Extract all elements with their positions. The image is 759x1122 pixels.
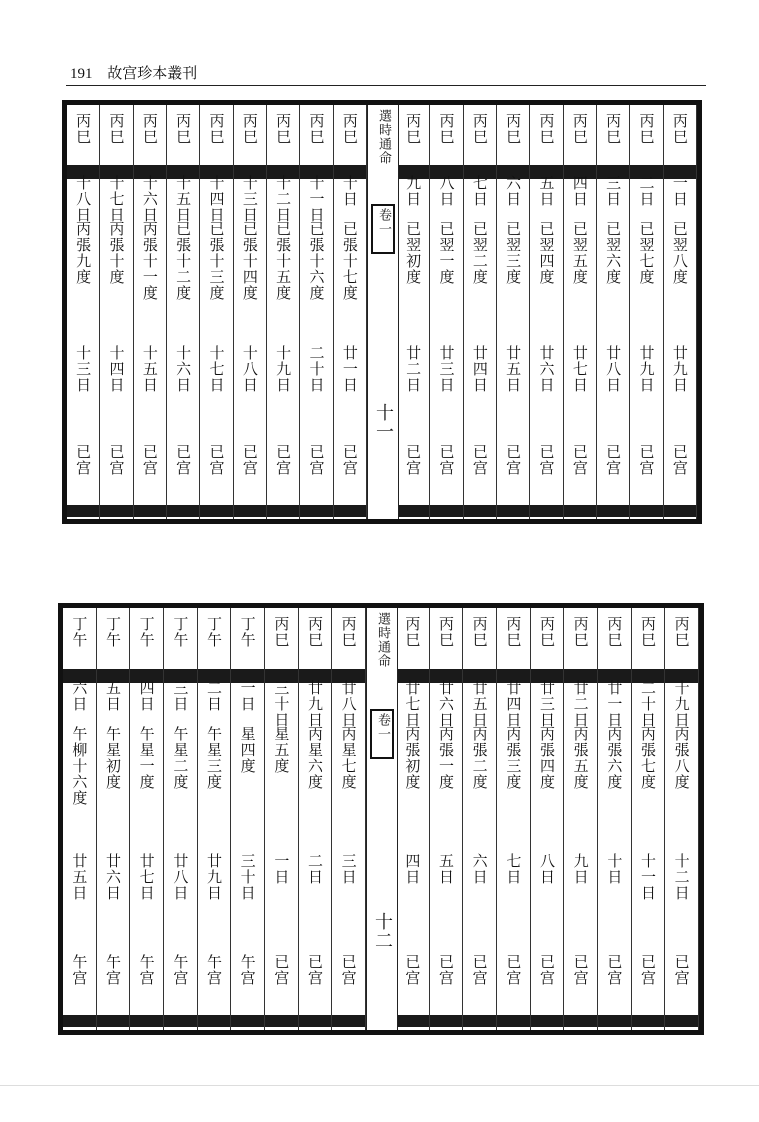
counter-day-cell: 廿七日 (570, 345, 589, 394)
day-cell: 十三日 (240, 175, 259, 224)
day-cell: 十一日 (307, 175, 326, 224)
fold-title: 選時通命 (376, 109, 391, 165)
counter-day-cell: 十二日 (672, 852, 691, 901)
day-cell: 廿六日 (436, 679, 455, 728)
center-fold (366, 608, 398, 1030)
stem-branch-cell: 丙巳 (339, 616, 358, 649)
almanac-column (564, 105, 597, 519)
stem-branch-cell: 丙巳 (207, 113, 226, 146)
almanac-column (200, 105, 233, 519)
lunar-mansion-cell: 星四度 (238, 726, 257, 775)
palace-cell: 已宫 (504, 444, 523, 477)
stem-branch-cell: 丙巳 (637, 113, 656, 146)
almanac-column (396, 608, 430, 1030)
palace-cell: 午宫 (70, 954, 89, 987)
stem-branch-cell: 丁午 (238, 616, 257, 649)
stem-branch-cell: 丙巳 (437, 113, 456, 146)
palace-cell: 已宫 (274, 444, 293, 477)
stem-branch-cell: 丙巳 (305, 616, 324, 649)
lunar-mansion-cell: 丙張一度 (436, 726, 455, 791)
almanac-column (430, 105, 463, 519)
counter-day-cell: 廿一日 (340, 345, 359, 394)
palace-cell: 已宫 (638, 954, 657, 987)
palace-cell: 午宫 (204, 954, 223, 987)
bottom-edge (0, 1085, 759, 1086)
almanac-column (63, 608, 97, 1030)
day-cell: 廿四日 (504, 679, 523, 728)
day-cell: 廿二日 (571, 679, 590, 728)
day-cell: 八日 (437, 175, 456, 208)
day-cell: 廿八日 (339, 679, 358, 728)
counter-day-cell: 廿五日 (504, 345, 523, 394)
day-cell: 十二日 (274, 175, 293, 224)
almanac-column (497, 608, 531, 1030)
lunar-mansion-cell: 丙張四度 (537, 726, 556, 791)
lunar-mansion-cell: 星五度 (272, 726, 291, 775)
day-cell: 廿一日 (605, 679, 624, 728)
palace-cell: 已宫 (436, 954, 455, 987)
stem-branch-cell: 丙巳 (537, 616, 556, 649)
counter-day-cell: 一日 (272, 852, 291, 885)
stem-branch-cell: 丙巳 (504, 113, 523, 146)
stem-branch-cell: 丙巳 (404, 113, 423, 146)
almanac-column (564, 608, 598, 1030)
volume-label: 卷一 (375, 713, 390, 742)
page-number: 191 (70, 66, 93, 82)
palace-cell: 已宫 (305, 954, 324, 987)
counter-day-cell: 三日 (339, 852, 358, 885)
counter-day-cell: 六日 (470, 852, 489, 885)
stem-branch-cell: 丙巳 (672, 616, 691, 649)
lunar-mansion-cell: 丙張二度 (470, 726, 489, 791)
palace-cell: 已宫 (340, 444, 359, 477)
palace-cell: 已宫 (470, 444, 489, 477)
day-cell: 十日 (340, 175, 359, 208)
palace-cell: 已宫 (207, 444, 226, 477)
almanac-column (234, 105, 267, 519)
day-cell: 九日 (404, 175, 423, 208)
almanac-column (630, 105, 663, 519)
day-cell: 四日 (570, 175, 589, 208)
counter-day-cell: 廿九日 (637, 345, 656, 394)
palace-cell: 已宫 (672, 954, 691, 987)
palace-cell: 已宫 (107, 444, 126, 477)
palace-cell: 已宫 (470, 954, 489, 987)
palace-cell: 已宫 (504, 954, 523, 987)
day-cell: 一日 (238, 679, 257, 712)
volume-box (370, 709, 394, 759)
almanac-column (665, 608, 699, 1030)
counter-day-cell: 七日 (504, 852, 523, 885)
lunar-mansion-cell: 午柳十六度 (70, 726, 89, 807)
day-cell: 廿三日 (537, 679, 556, 728)
lunar-mansion-cell: 已張十六度 (307, 220, 326, 301)
counter-day-cell: 二日 (305, 852, 324, 885)
counter-day-cell: 廿七日 (137, 852, 156, 901)
stem-branch-cell: 丙巳 (571, 616, 590, 649)
stem-branch-cell: 丙巳 (274, 113, 293, 146)
header-rule (66, 85, 706, 86)
almanac-column (164, 608, 198, 1030)
palace-cell: 已宫 (74, 444, 93, 477)
lunar-mansion-cell: 已翌七度 (637, 220, 656, 285)
palace-cell: 已宫 (140, 444, 159, 477)
palace-cell: 已宫 (174, 444, 193, 477)
almanac-column (167, 105, 200, 519)
volume-box (371, 204, 395, 254)
stem-branch-cell: 丙巳 (107, 113, 126, 146)
almanac-column (664, 105, 697, 519)
page-frame (63, 608, 699, 1030)
counter-day-cell: 二十日 (307, 345, 326, 394)
folio-number: 十一 (373, 403, 394, 442)
almanac-column (597, 105, 630, 519)
stem-branch-cell: 丙巳 (174, 113, 193, 146)
lunar-mansion-cell: 已張十七度 (340, 220, 359, 301)
counter-day-cell: 三十日 (238, 852, 257, 901)
day-cell: 四日 (137, 679, 156, 712)
page-frame (67, 105, 697, 519)
lunar-mansion-cell: 丙張九度 (74, 220, 93, 285)
palace-cell: 已宫 (537, 954, 556, 987)
counter-day-cell: 十七日 (207, 345, 226, 394)
palace-cell: 午宫 (137, 954, 156, 987)
stem-branch-cell: 丁午 (171, 616, 190, 649)
almanac-column (198, 608, 232, 1030)
lunar-mansion-cell: 已張十二度 (174, 220, 193, 301)
almanac-column (430, 608, 464, 1030)
lunar-mansion-cell: 午星二度 (171, 726, 190, 791)
lunar-mansion-cell: 已翌二度 (470, 220, 489, 285)
counter-day-cell: 廿八日 (171, 852, 190, 901)
scanned-page-bottom (58, 603, 704, 1035)
almanac-column (334, 105, 367, 519)
almanac-column (598, 608, 632, 1030)
day-cell: 三日 (171, 679, 190, 712)
stem-branch-cell: 丁午 (137, 616, 156, 649)
folio-number: 十二 (372, 911, 393, 950)
day-cell: 五日 (103, 679, 122, 712)
lunar-mansion-cell: 丙張初度 (403, 726, 422, 791)
lunar-mansion-cell: 丙張十一度 (140, 220, 159, 301)
stem-branch-cell: 丙巳 (74, 113, 93, 146)
counter-day-cell: 五日 (436, 852, 455, 885)
stem-branch-cell: 丙巳 (638, 616, 657, 649)
stem-branch-cell: 丙巳 (436, 616, 455, 649)
lunar-mansion-cell: 已翌四度 (537, 220, 556, 285)
day-cell: 六日 (70, 679, 89, 712)
day-cell: 十九日 (672, 679, 691, 728)
almanac-column (231, 608, 265, 1030)
day-cell: 二日 (204, 679, 223, 712)
running-header (70, 62, 197, 83)
stem-branch-cell: 丁午 (103, 616, 122, 649)
almanac-column (497, 105, 530, 519)
almanac-column (67, 105, 100, 519)
almanac-column (531, 608, 565, 1030)
palace-cell: 午宫 (103, 954, 122, 987)
palace-cell: 已宫 (403, 954, 422, 987)
counter-day-cell: 廿三日 (437, 345, 456, 394)
palace-cell: 已宫 (571, 954, 590, 987)
lunar-mansion-cell: 已翌五度 (570, 220, 589, 285)
palace-cell: 已宫 (404, 444, 423, 477)
day-cell: 廿七日 (403, 679, 422, 728)
lunar-mansion-cell: 丙張八度 (672, 726, 691, 791)
stem-branch-cell: 丙巳 (604, 113, 623, 146)
palace-cell: 已宫 (307, 444, 326, 477)
almanac-column (464, 105, 497, 519)
stem-branch-cell: 丙巳 (470, 616, 489, 649)
day-cell: 三十日 (272, 679, 291, 728)
counter-day-cell: 廿九日 (670, 345, 689, 394)
stem-branch-cell: 丙巳 (670, 113, 689, 146)
counter-day-cell: 廿二日 (404, 345, 423, 394)
counter-day-cell: 廿五日 (70, 852, 89, 901)
day-cell: 一日 (670, 175, 689, 208)
stem-branch-cell: 丙巳 (605, 616, 624, 649)
counter-day-cell: 十八日 (240, 345, 259, 394)
day-cell: 二十日 (638, 679, 657, 728)
counter-day-cell: 十三日 (74, 345, 93, 394)
stem-branch-cell: 丙巳 (504, 616, 523, 649)
lunar-mansion-cell: 已翌八度 (670, 220, 689, 285)
lunar-mansion-cell: 已翌六度 (604, 220, 623, 285)
day-cell: 五日 (537, 175, 556, 208)
counter-day-cell: 十一日 (638, 852, 657, 901)
lunar-mansion-cell: 丙張五度 (571, 726, 590, 791)
lunar-mansion-cell: 午星初度 (103, 726, 122, 791)
scanned-page-top (62, 100, 702, 524)
lunar-mansion-cell: 丙張七度 (638, 726, 657, 791)
fold-title: 選時通命 (375, 612, 390, 668)
almanac-column (397, 105, 430, 519)
day-cell: 廿九日 (305, 679, 324, 728)
lunar-mansion-cell: 丙星六度 (305, 726, 324, 791)
almanac-column (97, 608, 131, 1030)
lunar-mansion-cell: 丙張三度 (504, 726, 523, 791)
lunar-mansion-cell: 已張十四度 (240, 220, 259, 301)
stem-branch-cell: 丙巳 (470, 113, 489, 146)
lunar-mansion-cell: 已翌三度 (504, 220, 523, 285)
counter-day-cell: 十六日 (174, 345, 193, 394)
day-cell: 十六日 (140, 175, 159, 224)
center-fold (367, 105, 399, 519)
almanac-column (100, 105, 133, 519)
lunar-mansion-cell: 午星三度 (204, 726, 223, 791)
almanac-column (267, 105, 300, 519)
counter-day-cell: 十九日 (274, 345, 293, 394)
day-cell: 十五日 (174, 175, 193, 224)
almanac-column (300, 105, 333, 519)
day-cell: 二日 (637, 175, 656, 208)
almanac-column (265, 608, 299, 1030)
stem-branch-cell: 丙巳 (307, 113, 326, 146)
almanac-column (530, 105, 563, 519)
palace-cell: 已宫 (537, 444, 556, 477)
almanac-column (299, 608, 333, 1030)
lunar-mansion-cell: 丙張十度 (107, 220, 126, 285)
lunar-mansion-cell: 已翌初度 (404, 220, 423, 285)
palace-cell: 午宫 (238, 954, 257, 987)
palace-cell: 已宫 (570, 444, 589, 477)
counter-day-cell: 廿八日 (604, 345, 623, 394)
lunar-mansion-cell: 已張十三度 (207, 220, 226, 301)
lunar-mansion-cell: 已翌一度 (437, 220, 456, 285)
palace-cell: 已宫 (637, 444, 656, 477)
counter-day-cell: 廿四日 (470, 345, 489, 394)
day-cell: 七日 (470, 175, 489, 208)
palace-cell: 已宫 (240, 444, 259, 477)
palace-cell: 已宫 (437, 444, 456, 477)
stem-branch-cell: 丁午 (204, 616, 223, 649)
day-cell: 十八日 (74, 175, 93, 224)
volume-label: 卷一 (376, 208, 391, 237)
stem-branch-cell: 丙巳 (537, 113, 556, 146)
counter-day-cell: 九日 (571, 852, 590, 885)
stem-branch-cell: 丙巳 (570, 113, 589, 146)
counter-day-cell: 廿九日 (204, 852, 223, 901)
counter-day-cell: 四日 (403, 852, 422, 885)
lunar-mansion-cell: 已張十五度 (274, 220, 293, 301)
almanac-column (632, 608, 666, 1030)
almanac-column (332, 608, 366, 1030)
day-cell: 十四日 (207, 175, 226, 224)
palace-cell: 已宫 (604, 444, 623, 477)
almanac-column (130, 608, 164, 1030)
almanac-column (134, 105, 167, 519)
day-cell: 廿五日 (470, 679, 489, 728)
day-cell: 三日 (604, 175, 623, 208)
palace-cell: 已宫 (339, 954, 358, 987)
stem-branch-cell: 丙巳 (403, 616, 422, 649)
palace-cell: 午宫 (171, 954, 190, 987)
counter-day-cell: 十日 (605, 852, 624, 885)
counter-day-cell: 十五日 (140, 345, 159, 394)
palace-cell: 已宫 (605, 954, 624, 987)
day-cell: 六日 (504, 175, 523, 208)
lunar-mansion-cell: 丙星七度 (339, 726, 358, 791)
lunar-mansion-cell: 丙張六度 (605, 726, 624, 791)
counter-day-cell: 十四日 (107, 345, 126, 394)
palace-cell: 已宫 (670, 444, 689, 477)
stem-branch-cell: 丙巳 (272, 616, 291, 649)
stem-branch-cell: 丙巳 (340, 113, 359, 146)
counter-day-cell: 八日 (537, 852, 556, 885)
counter-day-cell: 廿六日 (537, 345, 556, 394)
almanac-column (463, 608, 497, 1030)
stem-branch-cell: 丙巳 (240, 113, 259, 146)
stem-branch-cell: 丁午 (70, 616, 89, 649)
day-cell: 十七日 (107, 175, 126, 224)
stem-branch-cell: 丙巳 (140, 113, 159, 146)
counter-day-cell: 廿六日 (103, 852, 122, 901)
lunar-mansion-cell: 午星一度 (137, 726, 156, 791)
palace-cell: 已宫 (272, 954, 291, 987)
series-title: 故宫珍本叢刊 (107, 64, 198, 82)
